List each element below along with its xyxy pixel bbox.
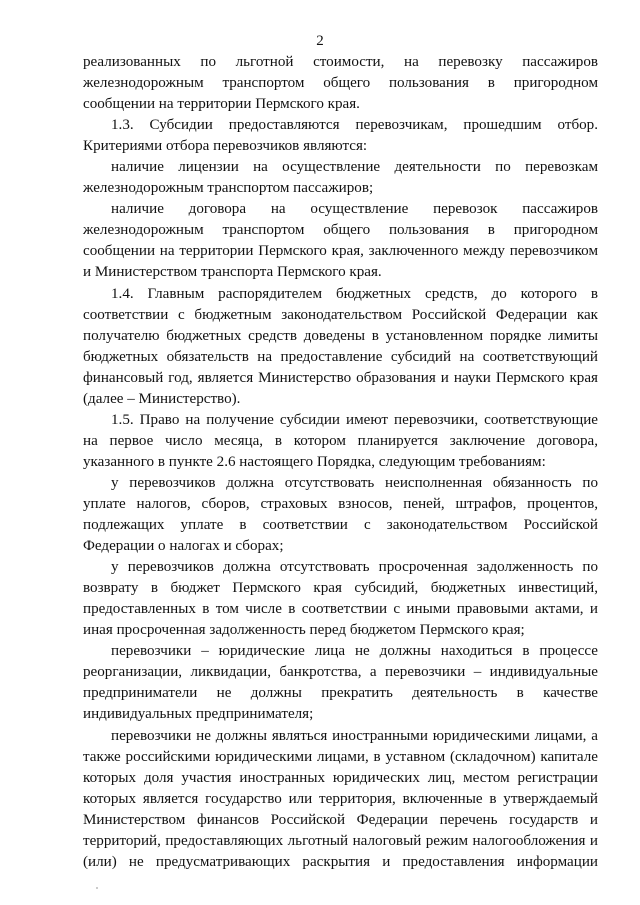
page-number: 2	[316, 33, 324, 49]
paragraph-requirement-foreign: перевозчики не должны являться иностранными юридическими лицами, а также российскими юридическими лицами, в уставном (складочном) капитале которых доля участия иностранных юридических лиц, местом регистрации которых является государство или территория, включенные в утверждаемый Министерством финансов Российской Федерации перечень государств и территорий, предоставляющих льготный налоговый режим налогообложения и (или) не предусматривающих раскрытия и предоставления информации	[83, 727, 598, 870]
paragraph-requirement-taxes: у перевозчиков должна отсутствовать неисполненная обязанность по уплате налогов, сборов, страховых взносов, пеней, штрафов, процентов, подлежащих уплате в соответствии с законодательством Российской Федерации о налогах и сборах;	[83, 474, 598, 555]
paragraph-1-4: 1.4. Главным распорядителем бюджетных средств, до которого в соответствии с бюджетным законодательством Российской Федерации как получателю бюджетных средств доведены в установленном порядке лимиты бюджетных обязательств на предоставление субсидий на соответствующий финансовый год, является Министерство образования и науки Пермского края (далее – Министерство).	[83, 285, 598, 407]
paragraph-1-5: 1.5. Право на получение субсидии имеют перевозчики, соответствующие на первое число месяца, в котором планируется заключение договора, указанного в пункте 2.6 настоящего Порядка, следующим требованиям:	[83, 411, 598, 470]
document-body	[83, 52, 598, 873]
paragraph-continuation: реализованных по льготной стоимости, на перевозку пассажиров железнодорожным транспортом общего пользования в пригородном сообщении на территории Пермского края.	[83, 54, 598, 113]
paragraph-criterion-contract: наличие договора на осуществление перевозок пассажиров железнодорожным транспортом общего пользования в пригородном сообщении на территории Пермского края, заключенного между перевозчиком и Министерством транспорта Пермского края.	[83, 201, 598, 281]
paragraph-criterion-license: наличие лицензии на осуществление деятельности по перевозкам железнодорожным транспортом пассажиров;	[83, 159, 598, 197]
paragraph-requirement-debt: у перевозчиков должна отсутствовать просроченная задолженность по возврату в бюджет Пермского края субсидий, бюджетных инвестиций, предоставленных в том числе в соответствии с иными правовыми актами, и иная просроченная задолженность перед бюджетом Пермского края;	[83, 559, 598, 639]
scan-speck	[96, 887, 98, 889]
paragraph-1-3: 1.3. Субсидии предоставляются перевозчикам, прошедшим отбор. Критериями отбора перевозчиков являются:	[83, 117, 598, 155]
paragraph-requirement-reorganization: перевозчики – юридические лица не должны находиться в процессе реорганизации, ликвидации, банкротства, а перевозчики – индивидуальные предприниматели не должны прекратить деятельность в качестве индивидуальных предпринимателя;	[83, 643, 598, 723]
